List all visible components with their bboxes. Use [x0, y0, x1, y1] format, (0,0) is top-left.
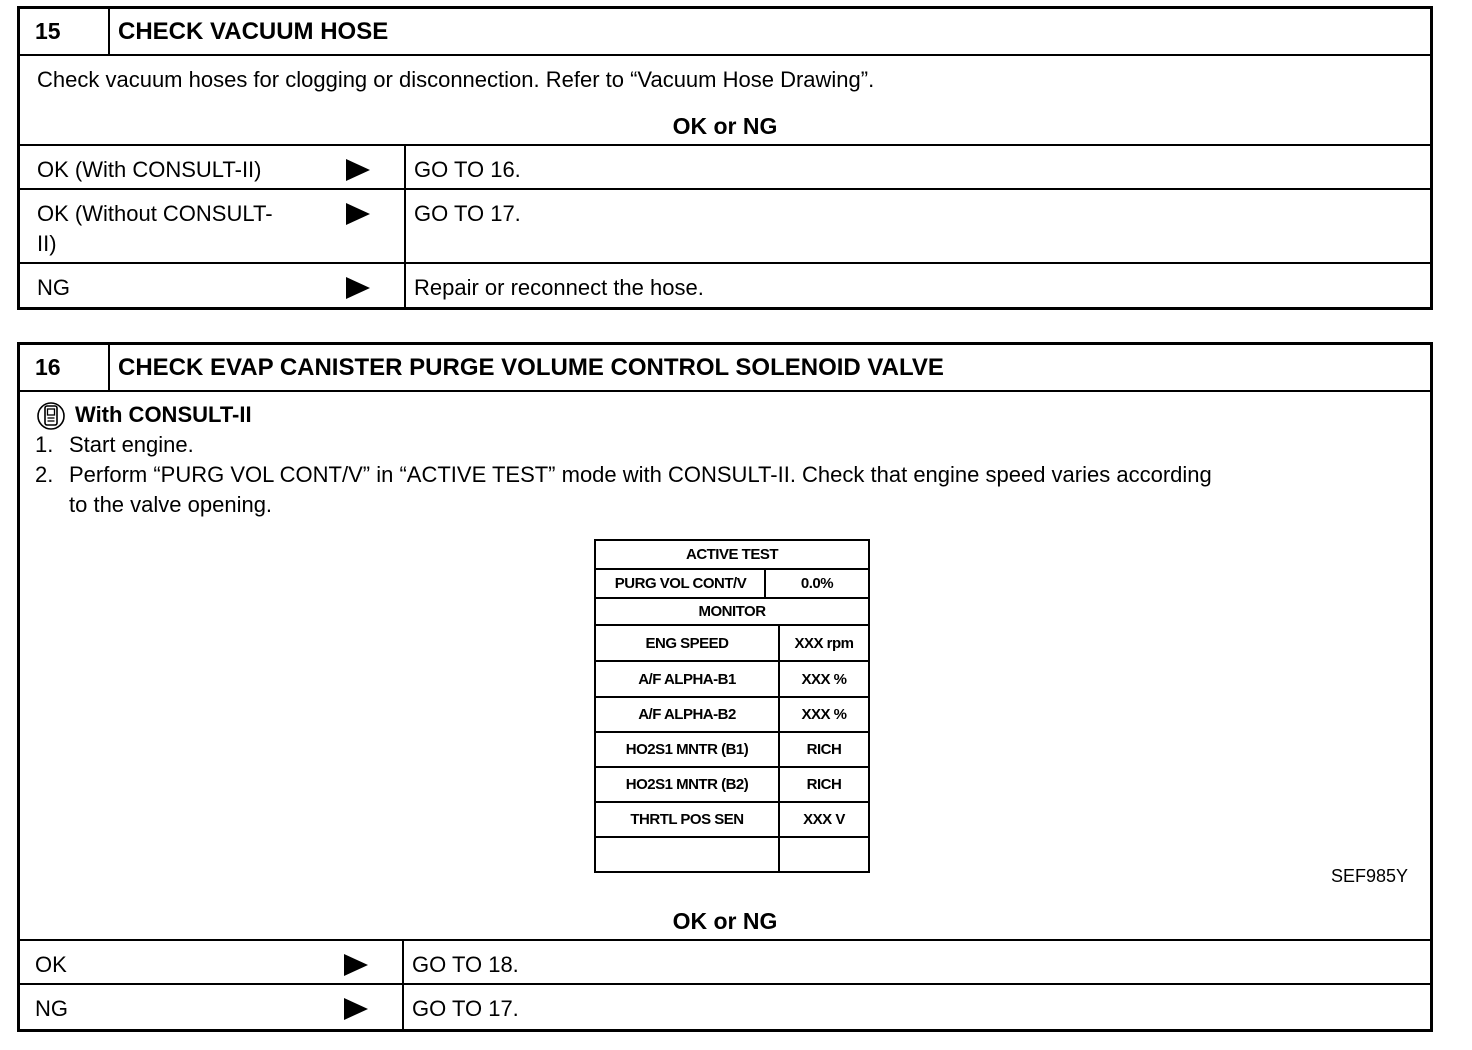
- outcome-condition: OK: [35, 952, 67, 977]
- arrow-right-icon: [346, 277, 370, 299]
- row-divider: [20, 262, 1430, 264]
- row-divider: [20, 939, 1430, 941]
- procedure-step-number: 2.: [35, 462, 54, 487]
- arrow-right-icon: [344, 954, 368, 976]
- row-divider: [20, 188, 1430, 190]
- screen-row-label: A/F ALPHA-B1: [638, 670, 736, 688]
- ok-or-ng-label: OK or NG: [672, 113, 778, 139]
- screen-row-value: XXX V: [803, 811, 845, 828]
- screen-row-value: RICH: [806, 741, 842, 758]
- screen-monitor-label: MONITOR: [698, 603, 766, 620]
- screen-row-label: A/F ALPHA-B2: [638, 706, 736, 723]
- screen-row-value: [780, 838, 868, 871]
- procedure-step-text-cont: to the valve opening.: [69, 492, 273, 517]
- screen-test-value: 0.0%: [800, 575, 834, 592]
- step-title: CHECK VACUUM HOSE: [118, 18, 389, 45]
- screen-row-label: HO2S1 MNTR (B2): [625, 776, 749, 793]
- consult-screen-figure: [594, 539, 870, 873]
- screen-monitor-row: [596, 599, 868, 626]
- step-number-cell: [20, 345, 110, 390]
- figure-code: SEF985Y: [1331, 866, 1409, 886]
- screen-row-value: XXX rpm: [794, 634, 854, 652]
- screen-row-value: XXX %: [801, 706, 847, 723]
- arrow-right-icon: [346, 159, 370, 181]
- outcome-action: GO TO 17.: [414, 201, 521, 226]
- procedure-step-number: 1.: [35, 432, 54, 457]
- procedure-step-text: Start engine.: [69, 432, 194, 457]
- column-divider: [402, 939, 404, 1029]
- screen-row-value: XXX %: [801, 670, 847, 688]
- screen-data-row: [596, 698, 868, 733]
- step-15-block: [17, 6, 1433, 310]
- screen-row-label: THRTL POS SEN: [630, 811, 744, 828]
- screen-row-label: [596, 838, 778, 871]
- mode-heading: With CONSULT-II: [75, 402, 252, 427]
- screen-test-item: PURG VOL CONT/V: [614, 575, 747, 592]
- screen-data-row: [596, 626, 868, 662]
- screen-data-row: [596, 662, 868, 698]
- screen-header-row: [596, 541, 868, 570]
- step-16-block: [17, 342, 1433, 1032]
- arrow-right-icon: [344, 998, 368, 1020]
- consult-icon: [36, 401, 66, 431]
- step-number-cell: [20, 9, 110, 54]
- outcome-condition: OK (With CONSULT-II): [37, 157, 262, 182]
- arrow-right-icon: [346, 203, 370, 225]
- column-divider: [404, 144, 406, 307]
- screen-data-row: [596, 803, 868, 838]
- outcome-condition: OK (Without CONSULT-: [37, 201, 273, 226]
- outcome-condition-cont: II): [37, 231, 57, 256]
- row-divider: [20, 144, 1430, 146]
- outcome-condition: NG: [37, 275, 70, 300]
- screen-data-row: [596, 768, 868, 803]
- screen-row-value: RICH: [806, 776, 842, 793]
- row-divider: [20, 983, 1430, 985]
- step-header: [20, 9, 1430, 56]
- screen-data-row: [596, 838, 868, 871]
- outcome-action: Repair or reconnect the hose.: [414, 275, 704, 300]
- outcome-action: GO TO 17.: [412, 996, 519, 1021]
- screen-test-row: [596, 570, 868, 599]
- step-header: [20, 345, 1430, 392]
- screen-row-label: ENG SPEED: [645, 634, 729, 652]
- step-instruction: Check vacuum hoses for clogging or disconnection. Refer to “Vacuum Hose Drawing”.: [37, 67, 875, 92]
- screen-header: ACTIVE TEST: [685, 546, 778, 563]
- screen-data-row: [596, 733, 868, 768]
- outcome-action: GO TO 18.: [412, 952, 519, 977]
- procedure-step-text: Perform “PURG VOL CONT/V” in “ACTIVE TEST” mode with CONSULT-II. Check that engine speed varies according: [69, 462, 1212, 487]
- step-number: 15: [35, 18, 61, 44]
- screen-row-label: HO2S1 MNTR (B1): [625, 741, 749, 758]
- outcome-condition: NG: [35, 996, 68, 1021]
- step-title: CHECK EVAP CANISTER PURGE VOLUME CONTROL SOLENOID VALVE: [118, 354, 944, 381]
- ok-or-ng-label: OK or NG: [672, 908, 778, 934]
- step-number: 16: [35, 354, 61, 380]
- outcome-action: GO TO 16.: [414, 157, 521, 182]
